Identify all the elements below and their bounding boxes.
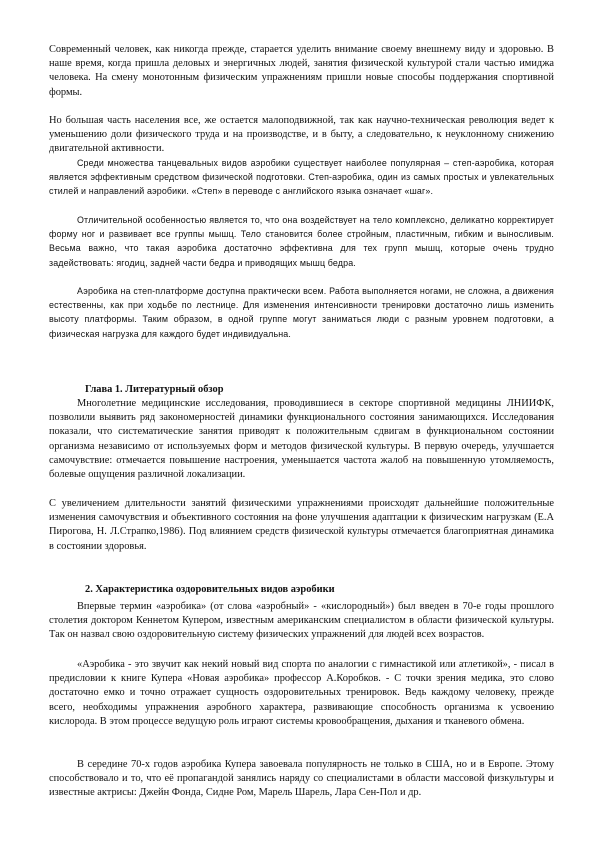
chapter-2-heading: 2. Характеристика оздоровительных видов аэробики <box>85 584 335 595</box>
chapter-2-paragraph-1: Впервые термин «аэробика» (от слова «аэробный» - «кислородный») был введен в 70-е годы прошлого столетия доктором Кеннетом Купером, известным американским специалистом в области физической культуры. Так он назвал свою оздоровительную систему физических упражнений для людей всех возрастов. <box>49 601 554 641</box>
chapter-1-heading: Глава 1. Литературный обзор <box>85 384 224 395</box>
chapter-2-paragraph-3: В середине 70-х годов аэробика Купера завоевала популярность не только в США, но и в Европе. Этому способствовало и то, что её пропагандой занялись наряду со специалистами в области массовой физкультуры и известные актрисы: Джейн Фонда, Сидне Ром, Марель Шарель, Лара Сен-Пол и др. <box>49 759 554 799</box>
intro-paragraph-2: Но большая часть населения все, же остается малоподвижной, так как научно-техническая революция ведет к уменьшению доли физического труда и на производстве, и в быту, а следовательно, к неуклонному снижению двигательной активности. <box>49 115 554 155</box>
chapter-1-paragraph-2: С увеличением длительности занятий физическими упражнениями происходят дальнейшие положительные изменения самочувствия и объективного состояния на фоне улучшения адаптации к физическим нагрузкам (Е.А Пирогова, Н. Л.Страпко,1986). Под влиянием средств физической культуры отмечается благоприятная динамика в состоянии здоровья. <box>49 498 554 552</box>
intro-paragraph-3: Среди множества танцевальных видов аэробики существует наиболее популярная – степ-аэробика, которая является эффективным средством физической подготовки. Степ-аэробика, один из самых простых и увлекательных стилей и направлений аэробики. «Степ» в переводе с английского языка означает «шаг». <box>49 158 554 197</box>
intro-paragraph-5: Аэробика на степ-платформе доступна практически всем. Работа выполняется ногами, не сложна, а движения естественны, как при ходьбе по лестнице. Для изменения интенсивности тренировки достаточно лишь изменить высоту платформы. Таким образом, в одной группе могут заниматься люди с разным уровнем подготовки, а физическая нагрузка для каждого будет индивидуальна. <box>49 286 554 339</box>
intro-paragraph-4: Отличительной особенностью является то, что она воздействует на тело комплексно, деликатно корректирует форму ног и развивает все группы мышц. Тело становится более стройным, пластичным, гибким и выносливым. Весьма важно, что такая аэробика достаточно эффективна для тех групп мышц, которые очень трудно задействовать: ягодиц, задней части бедра и приводящих мышц бедра. <box>49 215 554 268</box>
intro-paragraph-1: Современный человек, как никогда прежде, старается уделить внимание своему внешнему виду и здоровью. В наше время, когда пришла деловых и энергичных людей, занятия физической культурой стали частью имиджа человека. На смену монотонным физическим упражнениям пришли новые способы поддержания спортивной формы. <box>49 44 554 98</box>
chapter-2-paragraph-2: «Аэробика - это звучит как некий новый вид спорта по аналогии с гимнастикой или атлетикой», - писал в предисловии к книге Купера «Новая аэробика» профессор А.Коробков. - С точки зрения медика, это слово достаточно емко и точно отражает сущность оздоровительных тренировок. Ведь каждому человеку, прежде всего, необходимы упражнения аэробного характера, развивающие способность организма к усвоению кислорода. В этом процессе ведущую роль играют системы кровообращения, дыхания и тканевого обмена. <box>49 659 554 727</box>
chapter-1-paragraph-1: Многолетние медицинские исследования, проводившиеся в секторе спортивной медицины ЛНИИФК, позволили выявить ряд закономерностей динамики функционального состояния занимающихся. Исследования показали, что систематические занятия приводят к положительным сдвигам в функциональном состоянии организма независимо от используемых форм и методов физической культуры. В первую очередь, улучшается самочувствие: отмечается повышение настроения, уменьшается частота жалоб на повышенную утомляемость, болевые ощущения различной локализации. <box>49 398 554 481</box>
